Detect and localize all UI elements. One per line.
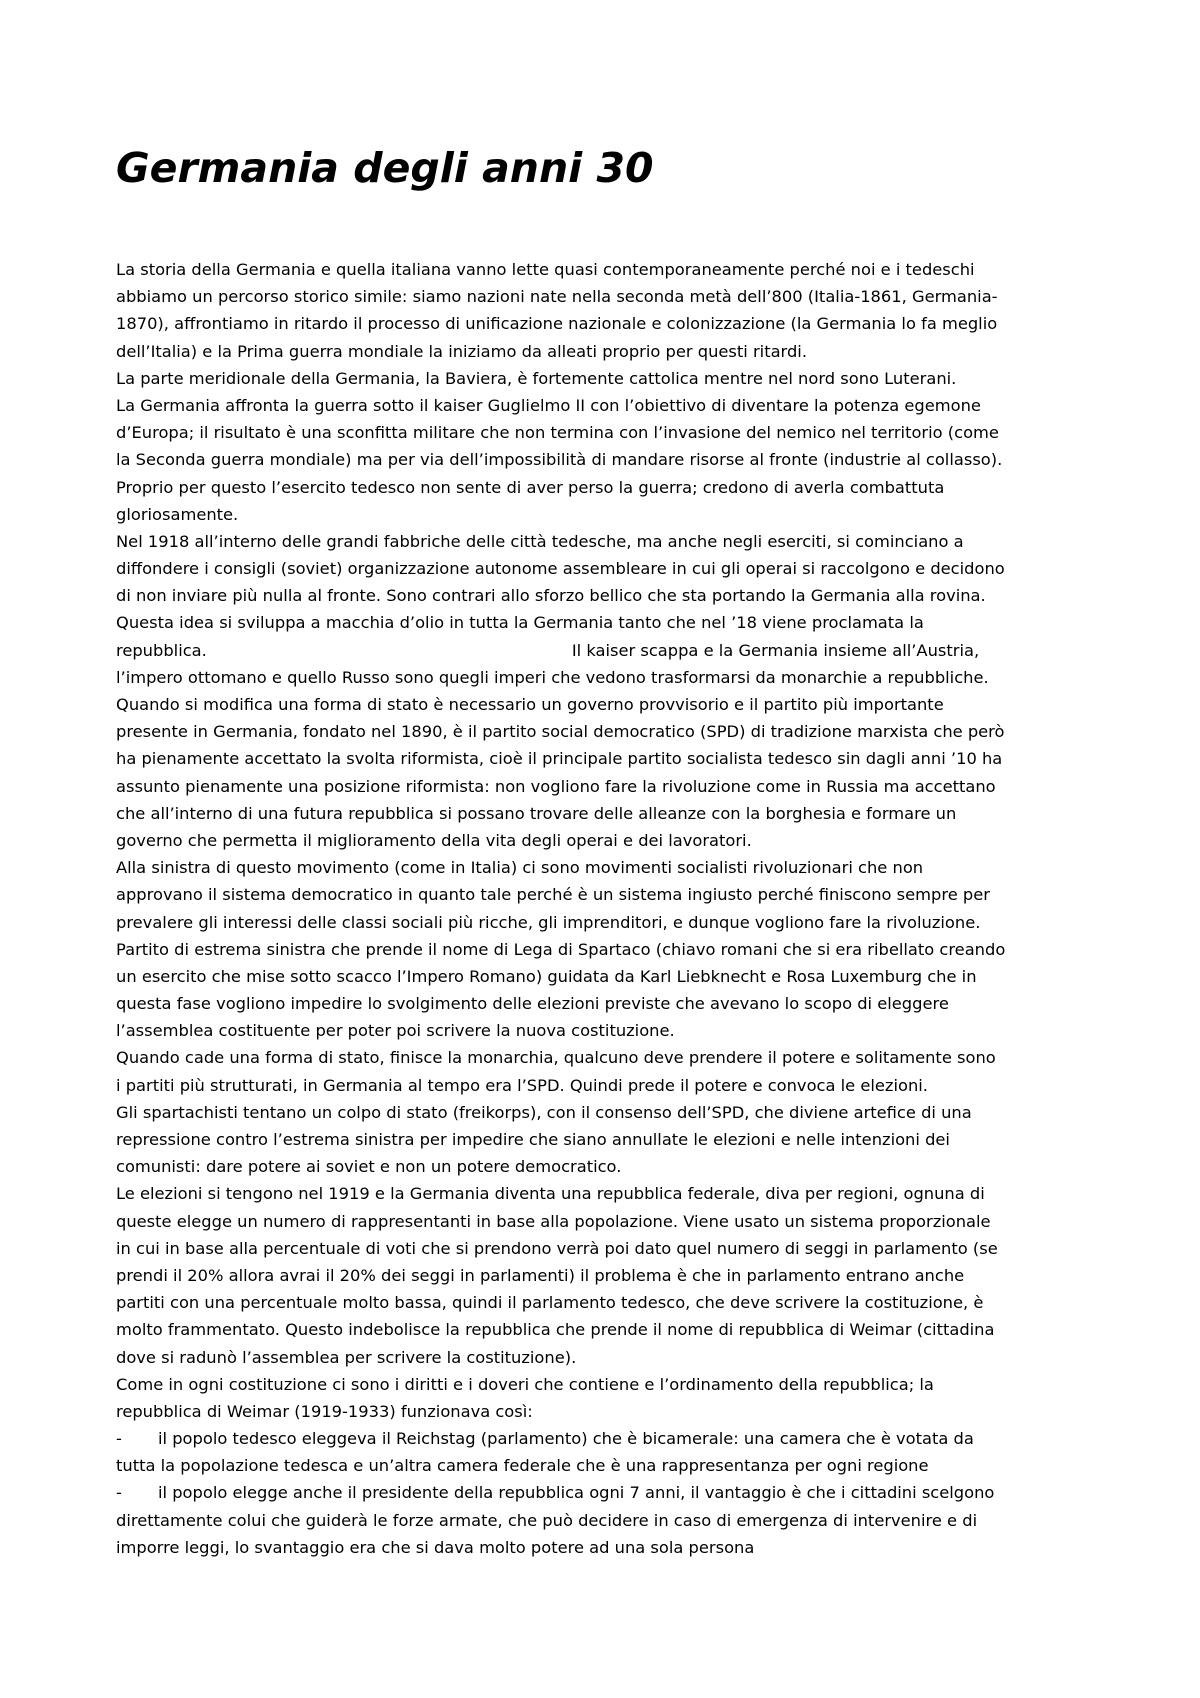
text-line: molto frammentato. Questo indebolisce la repubblica che prende il nome di repubblica di Weimar (cittadina xyxy=(116,1320,995,1340)
text-line: d’Europa; il risultato è una sconfitta militare che non termina con l’invasione del nemico nel territorio (come xyxy=(116,423,999,443)
text-line: Quando cade una forma di stato, finisce la monarchia, qualcuno deve prendere il potere e solitamente sono xyxy=(116,1048,996,1068)
text-line: assunto pienamente una posizione riformista: non vogliono fare la rivoluzione come in Russia ma accettano xyxy=(116,776,996,796)
text-line: un esercito che mise sotto scacco l’Impero Romano) guidata da Karl Liebknecht e Rosa Luxemburg che in xyxy=(116,966,977,986)
text-line: gloriosamente. xyxy=(116,504,239,524)
bullet-item-line xyxy=(116,1479,1096,1506)
text-line: l’impero ottomano e quello Russo sono quegli imperi che vedono trasformarsi da monarchie a repubbliche. xyxy=(116,667,989,687)
text-line: Come in ogni costituzione ci sono i diritti e i doveri che contiene e l’ordinamento della repubblica; la xyxy=(116,1374,934,1394)
text-line: Questa idea si sviluppa a macchia d’olio in tutta la Germania tanto che nel ’18 viene proclamata la xyxy=(116,613,924,633)
text-line: La storia della Germania e quella italiana vanno lette quasi contemporaneamente perché noi e i tedeschi xyxy=(116,260,975,279)
text-line: repressione contro l’estrema sinistra per impedire che siano annullate le elezioni e nelle intenzioni dei xyxy=(116,1130,950,1149)
text-line: partiti con una percentuale molto bassa, quindi il parlamento tedesco, che deve scrivere la costituzione, è xyxy=(116,1293,984,1313)
text-line: Partito di estrema sinistra che prende il nome di Lega di Spartaco (chiavo romani che si era ribellato creando xyxy=(116,939,1006,959)
text-line: dove si radunò l’assemblea per scrivere la costituzione). xyxy=(116,1347,577,1367)
text-line: approvano il sistema democratico in quanto tale perché è un sistema ingiusto perché finiscono sempre per xyxy=(116,885,990,905)
text-line: che all’interno di una futura repubblica si possano trovare delle alleanze con la borghesia e formare un xyxy=(116,803,957,823)
bullet-continuation-line xyxy=(116,1507,1096,1534)
text-line: La Germania affronta la guerra sotto il kaiser Guglielmo II con l’obiettivo di diventare la potenza egemone xyxy=(116,395,981,415)
bullet-text: il popolo elegge anche il presidente della repubblica ogni 7 anni, il vantaggio è che i cittadini scelgono xyxy=(158,1483,995,1503)
text-line: prendi il 20% allora avrai il 20% dei seggi in parlamenti) il problema è che in parlamento entrano anche xyxy=(116,1265,965,1285)
text-line: questa fase vogliono impedire lo svolgimento delle elezioni previste che avevano lo scopo di eleggere xyxy=(116,994,949,1014)
bullet-text: imporre leggi, lo svantaggio era che si dava molto potere ad una sola persona xyxy=(116,1537,755,1557)
text-line: diffondere i consigli (soviet) organizzazione autonome assembleare in cui gli operai si raccolgono e decidono xyxy=(116,559,1005,579)
text-line-split xyxy=(116,637,1096,664)
text-line: 1870), affrontiamo in ritardo il processo di unificazione nazionale e colonizzazione (la Germania lo fa meglio xyxy=(116,314,998,334)
split-line-right: Il kaiser scappa e la Germania insieme all’Austria, xyxy=(571,640,980,660)
text-line: ha pienamente accettato la svolta riformista, cioè il principale partito socialista tedesco sin dagli anni ’10 ha xyxy=(116,749,1003,769)
page-title: Germania degli anni 30 xyxy=(116,144,654,192)
text-line: di non inviare più nulla al fronte. Sono contrari allo sforzo bellico che sta portando la Germania alla rovina. xyxy=(116,586,986,606)
text-line: dell’Italia) e la Prima guerra mondiale la iniziamo da alleati proprio per questi ritardi. xyxy=(116,341,807,361)
text-line: governo che permetta il miglioramento della vita degli operai e dei lavoratori. xyxy=(116,830,752,850)
text-line: Alla sinistra di questo movimento (come in Italia) ci sono movimenti socialisti rivoluzionari che non xyxy=(116,858,924,878)
text-line: Gli spartachisti tentano un colpo di stato (freikorps), con il consenso dell’SPD, che diviene artefice di una xyxy=(116,1102,972,1122)
bullet-dash: - xyxy=(116,1483,122,1503)
bullet-text: direttamente colui che guiderà le forze armate, che può decidere in caso di emergenza di intervenire e di xyxy=(116,1510,978,1530)
text-line: Proprio per questo l’esercito tedesco non sente di aver perso la guerra; credono di averla combattuta xyxy=(116,477,945,497)
bullet-text: tutta la popolazione tedesca e un’altra camera federale che è una rappresentanza per ogni regione xyxy=(116,1456,929,1476)
text-line: Le elezioni si tengono nel 1919 e la Germania diventa una repubblica federale, diva per regioni, ognuna di xyxy=(116,1184,985,1204)
text-line: La parte meridionale della Germania, la Baviera, è fortemente cattolica mentre nel nord sono Luterani. xyxy=(116,368,957,388)
bullet-text: il popolo tedesco eleggeva il Reichstag (parlamento) che è bicamerale: una camera che è votata da xyxy=(158,1429,974,1449)
bullet-dash: - xyxy=(116,1429,122,1449)
split-line-left: repubblica. xyxy=(116,640,207,660)
text-line: abbiamo un percorso storico simile: siamo nazioni nate nella seconda metà dell’800 (Italia-1861, Germania- xyxy=(116,287,998,307)
text-line: Nel 1918 all’interno delle grandi fabbriche delle città tedesche, ma anche negli eserciti, si cominciano a xyxy=(116,531,964,551)
text-line: in cui in base alla percentuale di voti che si prendono verrà poi dato quel numero di seggi in parlamento (se xyxy=(116,1238,998,1258)
text-line: la Seconda guerra mondiale) ma per via dell’impossibilità di mandare risorse al fronte (industrie al collasso). xyxy=(116,450,1003,470)
bullet-continuation-line xyxy=(116,1452,1096,1479)
text-line: comunisti: dare potere ai soviet e non un potere democratico. xyxy=(116,1157,622,1177)
text-line: prevalere gli interessi delle classi sociali più ricche, gli imprenditori, e dunque vogliono fare la rivoluzione. xyxy=(116,912,981,932)
text-line: Quando si modifica una forma di stato è necessario un governo provvisorio e il partito più importante xyxy=(116,695,944,714)
document-body xyxy=(116,256,1096,1561)
bullet-continuation-line xyxy=(116,1534,1096,1561)
text-line: i partiti più strutturati, in Germania al tempo era l’SPD. Quindi prede il potere e convoca le elezioni. xyxy=(116,1075,928,1095)
bullet-item-line xyxy=(116,1425,1096,1452)
text-line: queste elegge un numero di rappresentanti in base alla popolazione. Viene usato un sistema proporzionale xyxy=(116,1211,991,1231)
text-line: repubblica di Weimar (1919-1933) funzionava così: xyxy=(116,1401,533,1421)
text-line: l’assemblea costituente per poter poi scrivere la nuova costituzione. xyxy=(116,1021,675,1041)
text-line: presente in Germania, fondato nel 1890, è il partito social democratico (SPD) di tradizione marxista che però xyxy=(116,722,1005,742)
